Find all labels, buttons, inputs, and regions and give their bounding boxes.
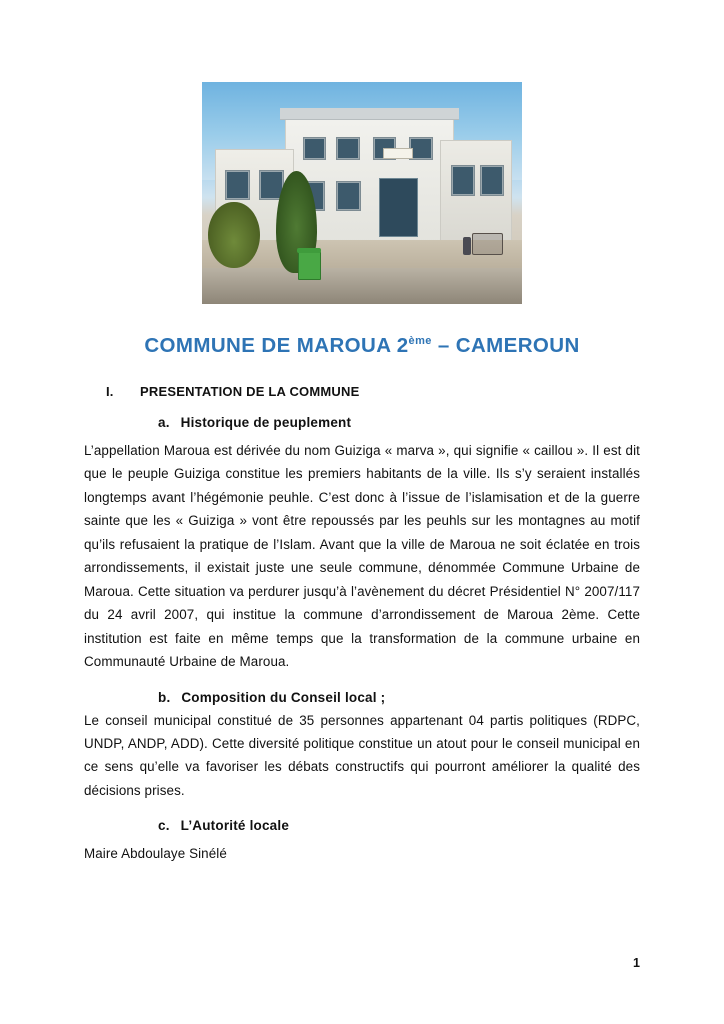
- heading-section-1-number: I.: [106, 384, 114, 399]
- page-title-main: COMMUNE DE MAROUA 2: [144, 334, 409, 357]
- right-wing: [440, 140, 512, 244]
- heading-section-1: [84, 384, 640, 399]
- motorcycle: [472, 233, 503, 255]
- paved-path: [202, 268, 522, 304]
- page-number: 1: [633, 956, 640, 970]
- window-icon: [480, 165, 503, 196]
- heading-sub-a-label: Historique de peuplement: [180, 415, 352, 430]
- building-sign: [383, 148, 413, 159]
- page-title: [84, 334, 640, 358]
- roof-line: [280, 108, 460, 121]
- photo-container: [84, 82, 640, 304]
- entrance-door: [379, 178, 418, 237]
- heading-sub-c-label: L’Autorité locale: [180, 818, 290, 834]
- window-icon: [451, 165, 476, 196]
- paragraph-historique: L’appellation Maroua est dérivée du nom Guiziga « marva », qui signifie « caillou ». Il est dit que le peuple Guiziga constitue les premiers habitants de la ville. Ils s’y seraient installés longtemps avant l’hégémonie peuhle. C’est donc à l’issue de l’islamisation et de la guerre sainte que les « Guiziga » vont être repoussés par les peuhls sur les montagnes au motif qu’ils refusaient la pratique de l’Islam. Avant que la ville de Maroua ne soit éclatée en trois arrondissements, il existait juste une seule commune, dénommée Commune Urbaine de Maroua. Cette situation va perdurer jusqu’à l’avènement du décret Présidentiel N° 2007/117 du 24 avril 2007, qui institue la commune d’arrondissement de Maroua 2ème. Cette institution est faite en même temps que la transformation de la commune urbaine en Communauté Urbaine de Maroua.: [84, 443, 640, 670]
- commune-building-photo: [202, 82, 522, 304]
- window-icon: [336, 181, 361, 211]
- heading-sub-a-number: a.: [158, 415, 170, 430]
- palm-shrub: [208, 202, 259, 269]
- heading-sub-a: [84, 415, 640, 430]
- trash-bin: [298, 251, 321, 280]
- heading-sub-b-number: b.: [158, 689, 171, 705]
- window-icon: [303, 137, 327, 160]
- heading-sub-b: [84, 690, 640, 705]
- paragraph-autorite: Maire Abdoulaye Sinélé: [84, 846, 227, 862]
- heading-sub-c-number: c.: [158, 818, 170, 834]
- heading-section-1-label: PRESENTATION DE LA COMMUNE: [140, 384, 360, 399]
- page-title-suffix: – CAMEROUN: [431, 334, 580, 357]
- window-icon: [225, 170, 250, 200]
- window-icon: [336, 137, 360, 160]
- paragraph-conseil: Le conseil municipal constitué de 35 personnes appartenant 04 partis politiques (RDPC, UNDP, ANDP, ADD). Cette diversité politique constitue un atout pour le conseil municipal en ce sens qu’elle va favoriser les débats constructifs qui pourront améliorer la qualité des décisions prises.: [84, 712, 640, 798]
- heading-sub-b-label: Composition du Conseil local ;: [181, 689, 386, 705]
- page-title-superscript: ème: [408, 335, 432, 348]
- person-figure: [463, 237, 471, 255]
- heading-sub-c: [84, 818, 640, 833]
